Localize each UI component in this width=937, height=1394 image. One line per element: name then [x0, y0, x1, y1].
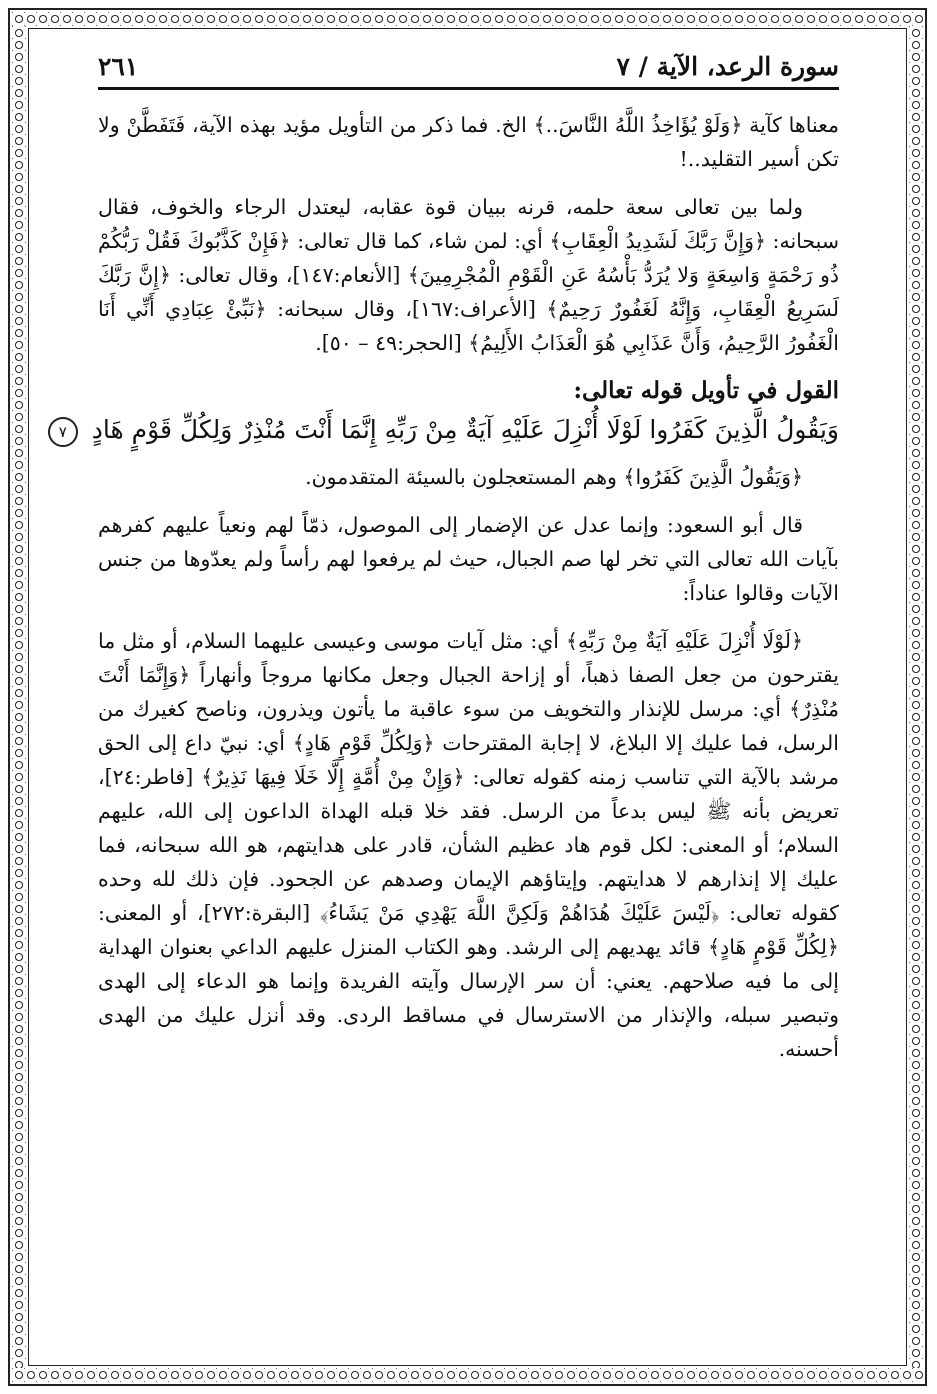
paragraph: قال أبو السعود: وإنما عدل عن الإضمار إلى الموصول، ذمّاً لهم ونعياً عليهم كفرهم بآيات الله تعالى التي تخر لها صم الجبال، حيث لم يرفعوا لهم رأساً ولم يعدّوها من جنس الآيات وقالوا عناداً:: [98, 513, 839, 605]
running-header: [98, 52, 839, 90]
main-text: [58, 108, 840, 1066]
section-heading: القول في تأويل قوله تعالى:: [573, 377, 839, 404]
ornamental-border-top: [12, 12, 923, 26]
ornamental-border-bottom: [12, 1368, 923, 1382]
paragraph: معناها كآية ﴿وَلَوْ يُؤَاخِذُ اللَّهُ النَّاسَ..﴾ الخ. فما ذكر من التأويل مؤيد بهذه الآية، فَتَفَطَّنْ ولا تكن أسير التقليد..!: [98, 113, 839, 171]
ayah-number: ٧: [48, 417, 78, 447]
surah-title: سورة الرعد، الآية / ٧: [616, 52, 839, 81]
page-number: ٢٦١: [98, 52, 139, 81]
verse-text: وَيَقُولُ الَّذِينَ كَفَرُوا لَوْلَا أُنْزِلَ عَلَيْهِ آيَةٌ مِنْ رَبِّهِ إِنَّمَا أَنْتَ مُنْذِرٌ وَلِكُلِّ قَوْمٍ هَادٍ: [91, 415, 839, 444]
page-body: [58, 52, 840, 1080]
paragraph: ولما بين تعالى سعة حلمه، قرنه ببيان قوة عقابه، ليعتدل الرجاء والخوف، فقال سبحانه: ﴿وَإِنَّ رَبَّكَ لَشَدِيدُ الْعِقَابِ﴾ أي: لمن شاء، كما قال تعالى: ﴿فَإِنْ كَذَّبُوكَ فَقُلْ رَبُّكُمْ ذُو رَحْمَةٍ وَاسِعَةٍ وَلا يُرَدُّ بَأْسُهُ عَنِ الْقَوْمِ الْمُجْرِمِينَ﴾ [الأنعام:١٤٧]، وقال تعالى: ﴿إِنَّ رَبَّكَ لَسَرِيعُ الْعِقَابِ، وَإِنَّهُ لَغَفُورٌ رَحِيمٌ﴾ [الأعراف:١٦٧]، وقال سبحانه: ﴿نَبِّئْ عِبَادِي أَنِّي أَنَا الْغَفُورُ الرَّحِيمُ، وَأَنَّ عَذَابِي هُوَ الْعَذَابُ الأَلِيمُ﴾ [الحجر:٤٩ – ٥٠].: [98, 195, 839, 355]
ornamental-border-right: [909, 26, 923, 1368]
paragraph: ﴿وَيَقُولُ الَّذِينَ كَفَرُوا﴾ وهم المستعجلون بالسيئة المتقدمون.: [305, 465, 803, 489]
quran-verse: [58, 410, 839, 450]
ornamental-border-left: [12, 26, 26, 1368]
paragraph: ﴿لَوْلَا أُنْزِلَ عَلَيْهِ آيَةٌ مِنْ رَبِّهِ﴾ أي: مثل آيات موسى وعيسى عليهما السلام، أو مثل ما يقترحون من جعل الصفا ذهباً، أو إزاحة الجبال وجعل مكانها مروجاً وأنهاراً ﴿وَإِنَّمَا أَنْتَ مُنْذِرٌ﴾ أي: مرسل للإنذار والتخويف من سوء عاقبة ما يأتون ويذرون، وناصح كغيرك من الرسل، فما عليك إلا البلاغ، لا إجابة المقترحات ﴿وَلِكُلِّ قَوْمٍ هَادٍ﴾ أي: نبيّ داع إلى الحق مرشد بالآية التي تناسب زمنه كقوله تعالى: ﴿وَإِنْ مِنْ أُمَّةٍ إِلَّا خَلَا فِيهَا نَذِيرٌ﴾ [فاطر:٢٤]، تعريض بأنه ﷺ ليس بدعاً من الرسل. فقد خلا قبله الهداة الداعون إلى الله، عليهم السلام؛ أو المعنى: لكل قوم هاد عظيم الشأن، قادر على هدايتهم، هو الله سبحانه، فما عليك إلا إنذارهم لا هدايتهم. وإيتاؤهم الإيمان وصدهم عن الجحود. فإن ذلك لله وحده كقوله تعالى: ﴿لَيْسَ عَلَيْكَ هُدَاهُمْ وَلَكِنَّ اللَّهَ يَهْدِي مَنْ يَشَاءُ﴾ [البقرة:٢٧٢]، أو المعنى: ﴿لِكُلِّ قَوْمٍ هَادٍ﴾ قائد يهديهم إلى الرشد. وهو الكتاب المنزل عليهم الداعي بعنوان الهداية إلى ما فيه صلاحهم. يعني: أن سر الإرسال وآيته الفريدة وإنما هو الدعاء إلى الهدى وتبصير سبله، والإنذار من الاسترسال في مساقط الردى. وقد أنزل عليك من الهدى أحسنه.: [98, 629, 840, 1061]
